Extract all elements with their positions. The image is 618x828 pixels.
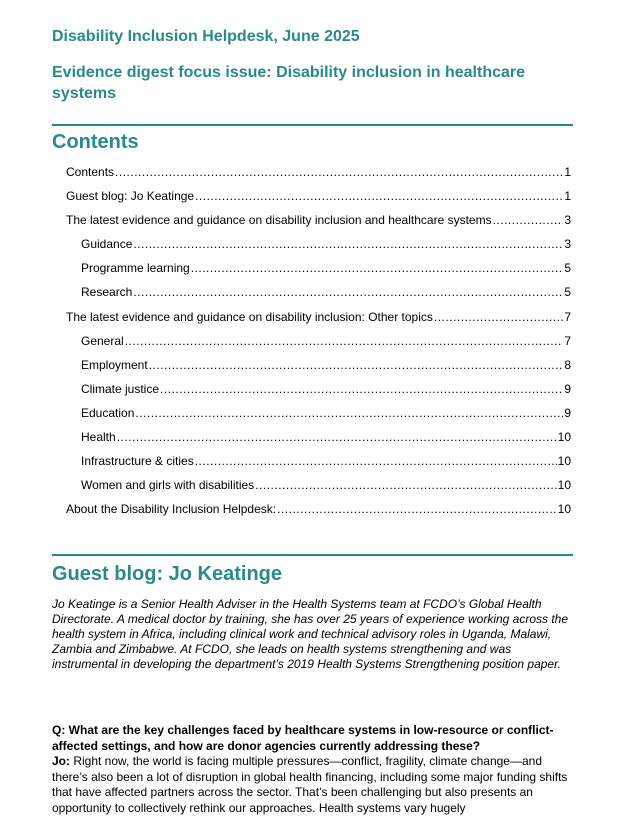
toc-entry-label: The latest evidence and guidance on disability inclusion and healthcare systems [66,213,492,228]
section-divider [52,124,573,126]
toc-entry[interactable] [66,501,571,525]
toc-entry[interactable] [66,453,571,477]
document-header-title: Disability Inclusion Helpdesk, June 2025 [52,28,360,45]
toc-page-number: 9 [564,405,571,420]
toc-entry[interactable] [66,357,571,381]
toc-entry-label: The latest evidence and guidance on disability inclusion: Other topics [66,309,433,324]
contents-heading: Contents [52,131,139,153]
toc-dot-leader [115,164,563,181]
toc-entry-label: About the Disability Inclusion Helpdesk: [66,502,277,517]
toc-entry-label: Climate justice [81,381,160,396]
toc-entry[interactable] [66,188,571,212]
toc-page-number: 5 [564,285,571,300]
toc-dot-leader [149,357,564,374]
toc-page-number: 3 [564,237,571,252]
interview-answer: Right now, the world is facing multiple pressures—conflict, fragility, climate change—and there’s also been a lot of disruption in global health financing, including some major funding shifts that have affected partners across the sector. That’s been challenging but also presents an opportunity to collectively rethink our approaches. Health systems vary hugely [52,754,568,815]
toc-entry-label: Guidance [81,237,133,252]
toc-dot-leader [255,477,556,494]
toc-dot-leader [191,260,564,277]
toc-dot-leader [160,381,563,398]
toc-dot-leader [135,405,563,422]
toc-page-number: 9 [564,381,571,396]
interview-qa [52,723,577,816]
section-divider [52,554,573,556]
toc-entry-label: Guest blog: Jo Keatinge [66,189,195,204]
toc-entry[interactable] [66,260,571,284]
toc-page-number: 10 [557,454,571,469]
toc-dot-leader [493,212,564,229]
toc-entry-label: Research [81,285,133,300]
toc-entry[interactable] [66,477,571,501]
toc-dot-leader [277,501,557,518]
table-of-contents [66,164,571,525]
toc-dot-leader [117,429,557,446]
author-bio: Jo Keatinge is a Senior Health Adviser in the Health Systems team at FCDO’s Global Health Directorate. A medical doctor by training, she has over 25 years of experience working across the health system in Africa, including clinical work and technical advisory roles in Uganda, Malawi, Zambia and Zimbabwe. At FCDO, she leads on health systems strengthening and was instrumental in developing the department’s 2019 Health Systems Strengthening position paper. [52,597,569,671]
toc-entry[interactable] [66,405,571,429]
toc-dot-leader [133,236,563,253]
interview-question: Q: What are the key challenges faced by healthcare systems in low-resource or conflict-affected settings, and how are donor agencies currently addressing these? [52,723,554,753]
toc-page-number: 10 [557,430,571,445]
toc-page-number: 1 [564,189,571,204]
toc-dot-leader [195,453,557,470]
toc-page-number: 5 [564,261,571,276]
toc-entry[interactable] [66,284,571,308]
toc-entry-label: Women and girls with disabilities [81,478,255,493]
toc-entry[interactable] [66,309,571,333]
toc-dot-leader [125,333,564,350]
toc-entry-label: Programme learning [81,261,190,276]
toc-entry[interactable] [66,333,571,357]
toc-entry-label: Employment [81,357,148,372]
toc-dot-leader [434,309,563,326]
toc-entry-label: Health [81,430,116,445]
toc-dot-leader [133,284,563,301]
toc-entry-label: General [81,333,124,348]
answer-label: Jo: [52,754,70,768]
toc-entry[interactable] [66,429,571,453]
toc-entry-label: Education [81,405,135,420]
toc-page-number: 7 [564,333,571,348]
toc-entry[interactable] [66,164,571,188]
toc-page-number: 8 [564,357,571,372]
toc-page-number: 10 [557,502,571,517]
guest-blog-heading: Guest blog: Jo Keatinge [52,563,283,585]
toc-entry[interactable] [66,236,571,260]
toc-page-number: 3 [564,213,571,228]
toc-page-number: 10 [557,478,571,493]
toc-entry-label: Contents [66,165,115,179]
document-subtitle: Evidence digest focus issue: Disability inclusion in healthcare systems [52,64,526,102]
toc-entry[interactable] [66,381,571,405]
toc-entry[interactable] [66,212,571,236]
toc-dot-leader [195,188,563,205]
toc-entry-label: Infrastructure & cities [81,454,194,469]
toc-page-number: 7 [564,309,571,324]
toc-page-number: 1 [564,165,571,179]
